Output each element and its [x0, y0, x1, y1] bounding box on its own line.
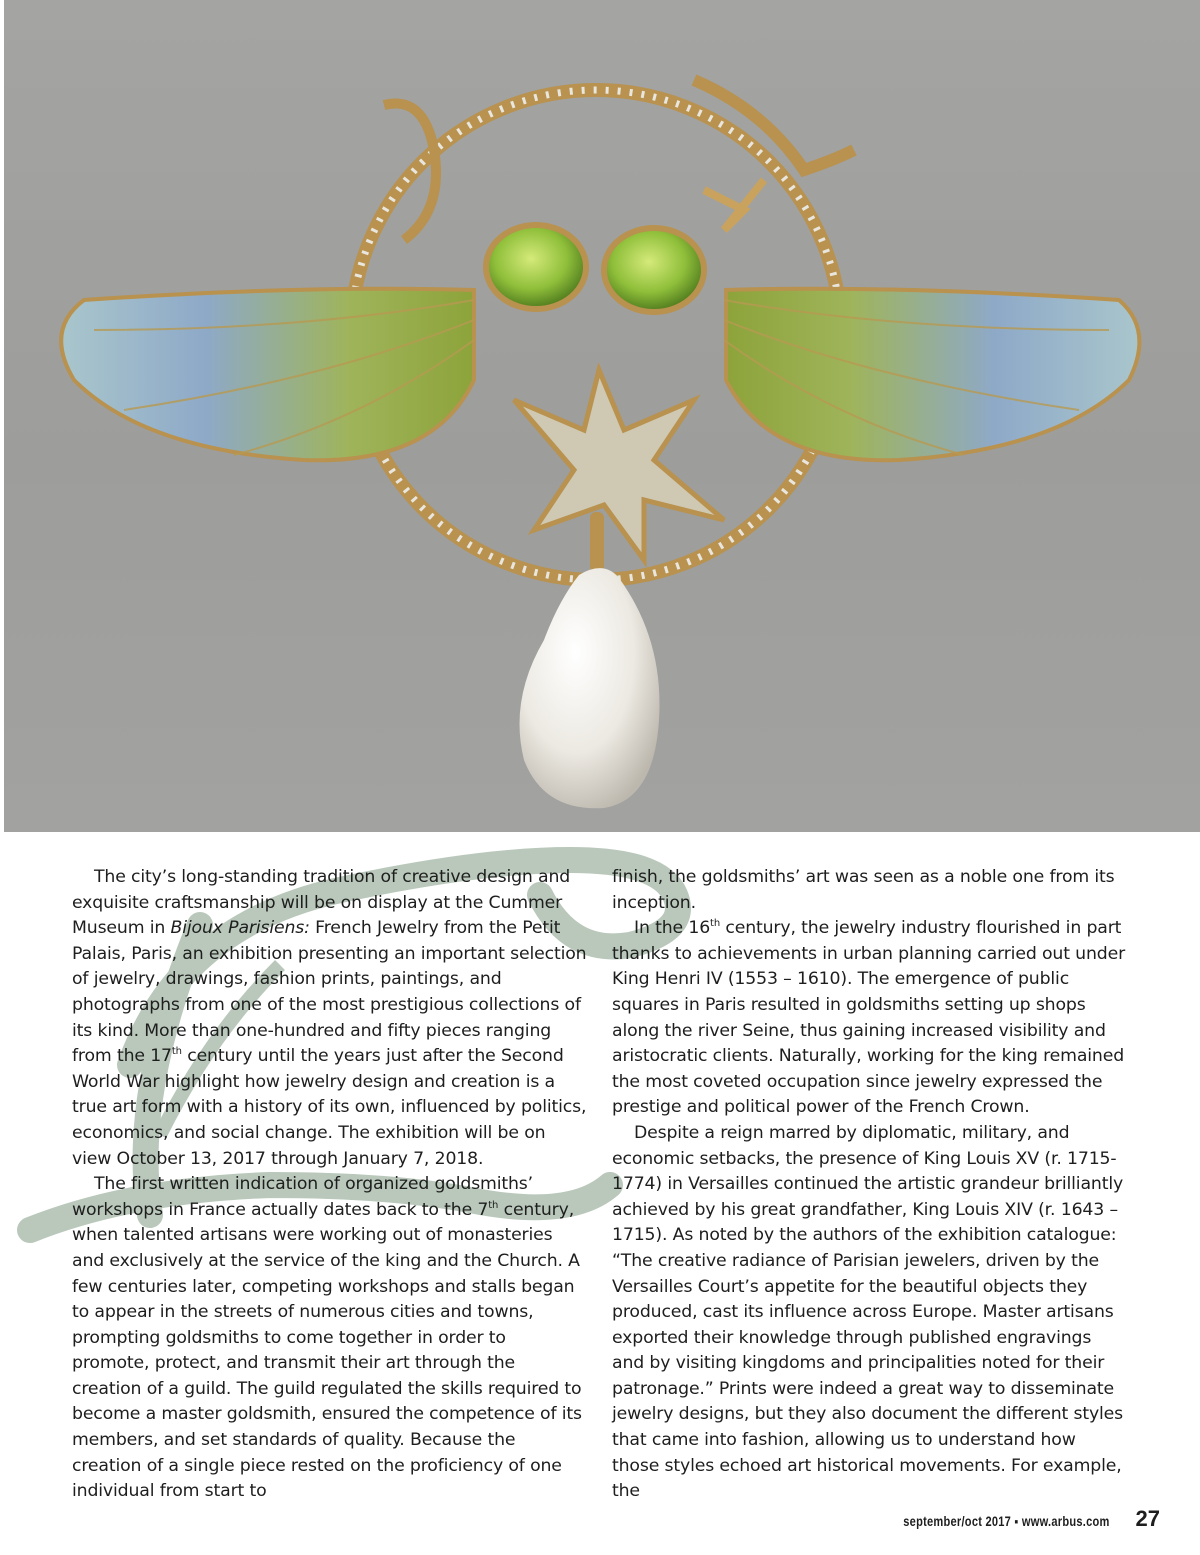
paragraph: [72, 1172, 587, 1505]
paragraph: Despite a reign marred by diplomatic, military, and economic setbacks, the presence of King Louis XV (r. 1715-1774) in Versailles continued the artistic grandeur brilliantly achieved by his great grandfather, King Louis XIV (r. 1643 – 1715). As noted by the authors of the exhibition catalogue: “The creative radiance of Parisian jewelers, driven by the Versailles Court’s appetite for the beautiful objects they produced, cast its influence across Europe. Master artisans exported their knowledge through published engravings and by visiting kingdoms and principalities noted for their patronage.” Prints were indeed a great way to disseminate jewelry designs, but they also document the different styles that came into fashion, allowing us to understand how those styles echoed art historical movements. For example, the: [612, 1122, 1124, 1502]
ordinal-suffix: th: [171, 1046, 182, 1058]
paragraph: [72, 865, 587, 1172]
page-number: 27: [1135, 1506, 1160, 1531]
article-column-left: [72, 865, 587, 1505]
exhibition-title: Bijoux Parisiens:: [170, 918, 310, 939]
text-run: The first written indication of organized goldsmiths’ workshops in France actually dates back to the 7: [72, 1174, 534, 1220]
brooch-illustration: [4, 0, 1200, 832]
text-run: French Jewelry from the Petit Palais, Paris, an exhibition presenting an important selection of jewelry, drawings, fashion prints, paintings, and photographs from one of the most prestigious collections of its kind. More than one-hundred and fifty pieces ranging from the 17: [72, 918, 587, 1067]
text-run: In the 16: [634, 918, 711, 939]
text-run: The city’s long-standing tradition of creative design and exquisite craftsmanship will be on display at the Cummer Museum in: [72, 867, 571, 939]
ordinal-suffix: th: [488, 1199, 499, 1211]
text-run: century, when talented artisans were working out of monasteries and exclusively at the service of the king and the Church. A few centuries later, competing workshops and stalls began to appear in the streets of numerous cities and towns, prompting goldsmiths to come together in order to promote, protect, and transmit their art through the creation of a guild. The guild regulated the skills required to become a master goldsmith, ensured the competence of its members, and set standards of quality. Because the creation of a single piece rested on the proficiency of one individual from start to: [72, 1199, 582, 1502]
ordinal-suffix: th: [710, 918, 721, 930]
page-footer: [800, 1506, 1160, 1534]
paragraph: finish, the goldsmiths’ art was seen as a noble one from its inception.: [612, 867, 1115, 913]
text-run: century until the years just after the Second World War highlight how jewelry design and creation is a true art form with a history of its own, influenced by politics, economics, and social change. The exhibition will be on view October 13, 2017 through January 7, 2018.: [72, 1046, 587, 1169]
issue-and-website: september/oct 2017 ▪ www.arbus.com: [903, 1514, 1110, 1529]
article-column-right: [612, 865, 1127, 1505]
text-run: century, the jewelry industry flourished in part thanks to achievements in urban planning carried out under King Henri IV (1553 – 1610). The emergence of public squares in Paris resulted in goldsmiths setting up shops along the river Seine, thus gaining increased visibility and aristocratic clients. Naturally, working for the king remained the most coveted occupation since jewelry expressed the prestige and political power of the French Crown.: [612, 918, 1126, 1118]
paragraph: [612, 916, 1127, 1121]
brooch-photo: [4, 0, 1200, 832]
